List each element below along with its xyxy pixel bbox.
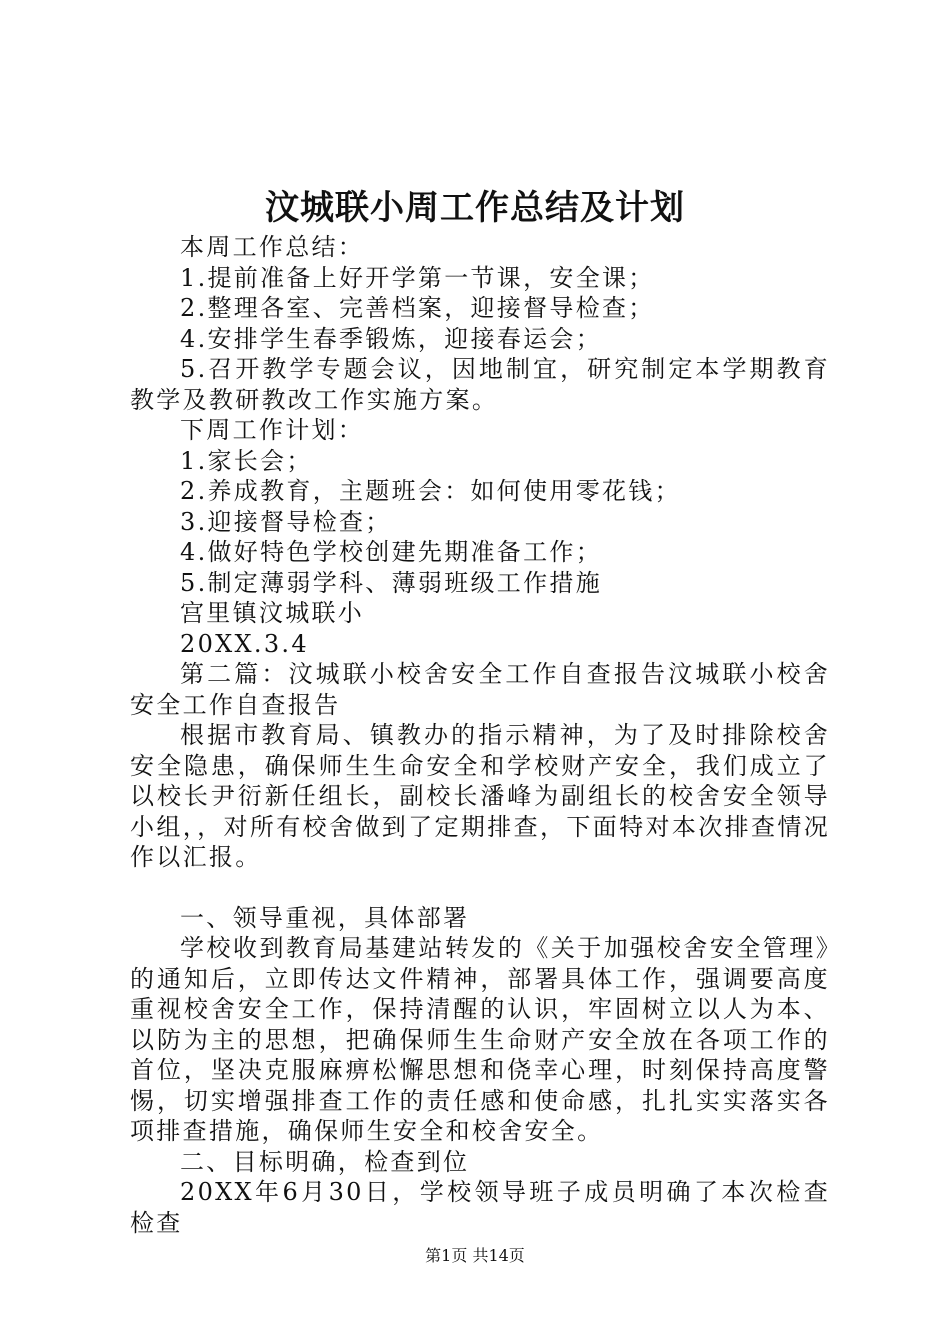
page-footer: 第1页 共14页 — [425, 1246, 525, 1265]
signature: 宫里镇汶城联小 — [180, 599, 365, 627]
plan-item: 1.家长会； — [180, 446, 313, 475]
plan-item: 5.制定薄弱学科、薄弱班级工作措施 — [180, 568, 602, 597]
plan-item: 2.养成教育，主题班会：如何使用零花钱； — [180, 477, 681, 505]
plan-item: 3.迎接督导检查； — [180, 507, 392, 536]
document-body — [130, 232, 830, 1238]
section-1-paragraph: 学校收到教育局基建站转发的《关于加强校舍安全管理》的通知后，立即传达文件精神，部署具体工作，强调要高度重视校舍安全工作，保持清醒的认识，牢固树立以人为本、以防为主的思想，把确保师生生命财产安全放在各项工作的首位，坚决克服麻痹松懈思想和侥幸心理，时刻保持高度警惕，切实增强排查工作的责任感和使命感，扎扎实实落实各项排查措施，确保师生安全和校舍安全。 — [130, 934, 830, 1145]
second-article-title: 第二篇：汶城联小校舍安全工作自查报告汶城联小校舍安全工作自查报告 — [130, 660, 830, 719]
summary-item: 2.整理各室、完善档案，迎接督导检查； — [180, 294, 655, 322]
paragraph-gap — [130, 873, 830, 903]
summary-item: 4.安排学生春季锻炼，迎接春运会； — [180, 324, 602, 353]
summary-item: 1.提前准备上好开学第一节课，安全课； — [180, 263, 655, 292]
summary-heading: 本周工作总结： — [180, 233, 365, 261]
summary-item-5: 5.召开教学专题会议，因地制宜，研究制定本学期教育教学及教研教改工作实施方案。 — [130, 355, 830, 414]
date: 20XX.3.4 — [180, 629, 309, 658]
document-title: 汶城联小周工作总结及计划 — [265, 188, 685, 228]
section-1-heading: 一、领导重视，具体部署 — [180, 903, 470, 932]
section-2-paragraph: 20XX年6月30日，学校领导班子成员明确了本次检查检查 — [130, 1178, 830, 1237]
plan-heading: 下周工作计划： — [180, 416, 365, 444]
section-2-heading: 二、目标明确，检查到位 — [180, 1147, 470, 1176]
plan-item: 4.做好特色学校创建先期准备工作； — [180, 538, 602, 566]
intro-paragraph: 根据市教育局、镇教办的指示精神，为了及时排除校舍安全隐患，确保师生生命安全和学校财产安全，我们成立了以校长尹衍新任组长，副校长潘峰为副组长的校舍安全领导小组，，对所有校舍做到了定期排查，下面特对本次排查情况作以汇报。 — [130, 721, 830, 871]
